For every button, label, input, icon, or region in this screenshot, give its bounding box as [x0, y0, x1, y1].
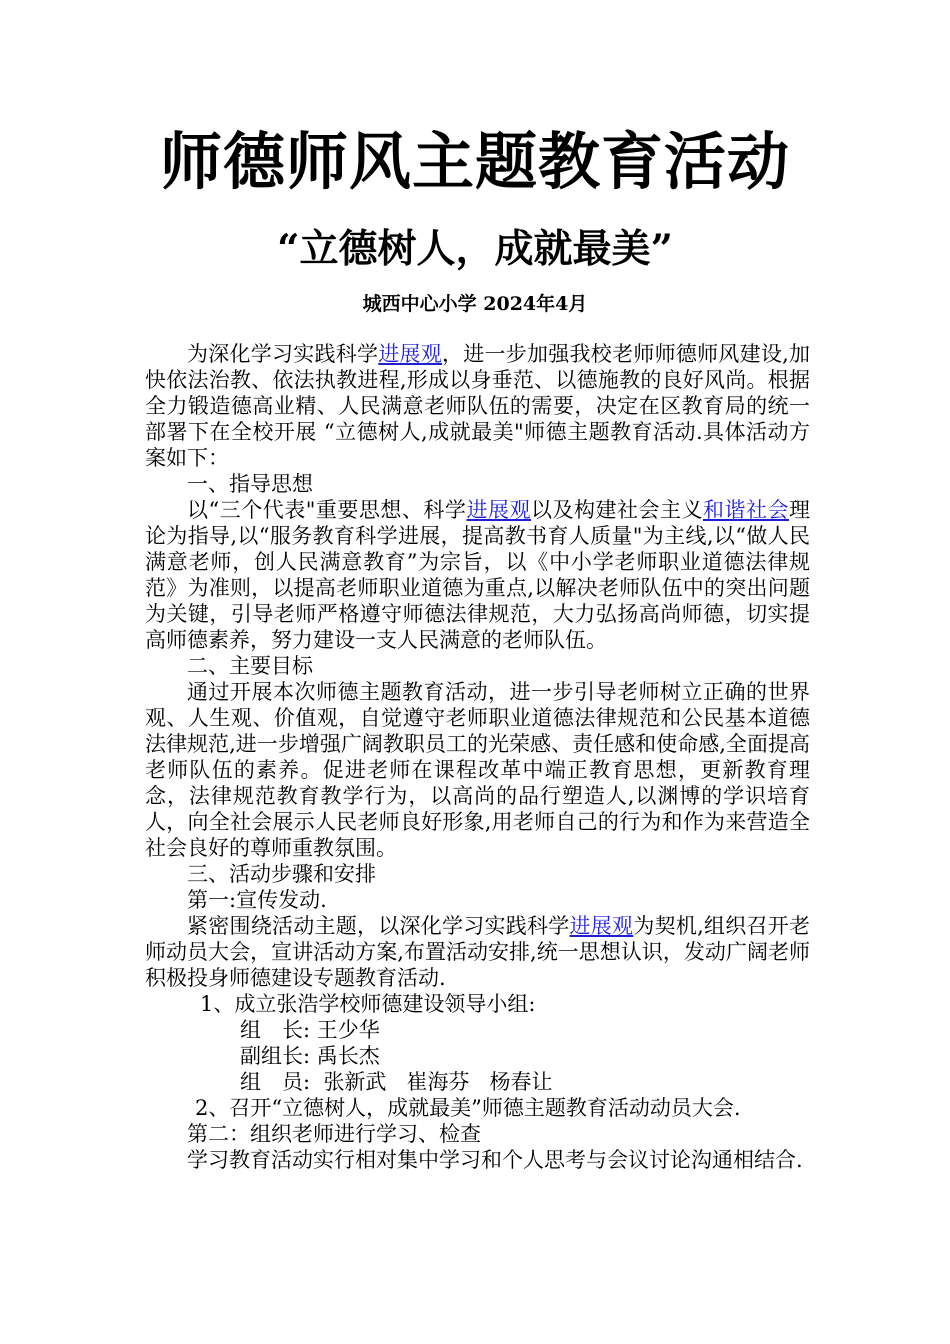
link-jinzhanguan-3[interactable]: 进展观 — [569, 914, 634, 938]
deputy-row — [145, 1043, 810, 1069]
list-item-2: 2、召开“立德树人，成就最美”师德主题教育活动动员大会. — [195, 1096, 741, 1120]
step1-heading: 第一:宣传发动. — [187, 888, 327, 912]
deputy-label: 副组长: — [240, 1044, 311, 1068]
intro-text-2: ，进一步加强我校老师师德师风建设,加快依法治教、依法执教进程,形成以身垂范、以德施教的良好风尚。根据全力锻造德高业精、人民满意老师队伍的需要，决定在区教育局的统一部署下在全校开展 “立德树人,成就最美"师德主题教育活动.具体活动方案如下： — [145, 342, 811, 470]
leader-row — [145, 1017, 810, 1043]
section3-heading: 三、活动步骤和安排 — [187, 862, 376, 886]
page-title: 师德师风主题教育活动 — [159, 125, 790, 198]
step1-text-2: 为契机,组织召开老师动员大会，宣讲活动方案,布置活动安排,统一思想认识，发动广阔老师积极投身师德建设专题教育活动. — [145, 914, 811, 990]
member-3: 杨春让 — [489, 1070, 553, 1094]
leader-label: 组 长: — [240, 1018, 311, 1042]
members-label: 组 员: — [240, 1070, 311, 1094]
deputy-name: 禹长杰 — [316, 1044, 380, 1068]
section2-heading: 二、主要目标 — [187, 654, 313, 678]
document-body — [145, 341, 810, 1173]
step2-paragraph: 学习教育活动实行相对集中学习和个人思考与会议讨论沟通相结合. — [187, 1148, 803, 1172]
leader-name: 王少华 — [316, 1018, 380, 1042]
page-subtitle: “立德树人，成就最美” — [277, 226, 673, 272]
members-row — [145, 1069, 810, 1095]
member-1: 张新武 — [323, 1070, 387, 1094]
section1-heading: 一、指导思想 — [187, 472, 313, 496]
section1-text-3: 理论为指导,以“服务教育科学进展，提高教书育人质量"为主线,以“做人民满意老师，创人民满意教育”为宗旨，以《中小学老师职业道德法律规范》为准则，以提高老师职业道德为重点,以解决老师队伍中的突出问题为关键，引导老师严格遵守师德法律规范，大力弘扬高尚师德，切实提高师德素养，努力建设一支人民满意的老师队伍。 — [145, 498, 811, 652]
section1-text-2: 以及构建社会主义 — [530, 498, 703, 522]
step1-paragraph — [145, 913, 810, 991]
intro-text-1: 为深化学习实践科学 — [187, 342, 379, 366]
section2-paragraph: 通过开展本次师德主题教育活动，进一步引导老师树立正确的世界观、人生观、价值观，自觉遵守老师职业道德法律规范和公民基本道德法律规范,进一步增强广阔教职员工的光荣感、责任感和使命感,全面提高老师队伍的素养。促进老师在课程改革中端正教育思想，更新教育理念，法律规范教育教学行为，以高尚的品行塑造人,以渊博的学识培育人，向全社会展示人民老师良好形象,用老师自己的行为和作为来营造全社会良好的尊师重教氛围。 — [145, 680, 810, 860]
byline: 城西中心小学 2024年4月 — [362, 293, 588, 315]
section1-text-1: 以“三个代表"重要思想、科学 — [187, 498, 467, 522]
link-hexie-shehui[interactable]: 和谐社会 — [703, 498, 790, 522]
link-jinzhanguan-2[interactable]: 进展观 — [466, 498, 531, 522]
member-2: 崔海芬 — [406, 1070, 470, 1094]
step1-text-1: 紧密围绕活动主题，以深化学习实践科学 — [187, 914, 570, 938]
step2-heading: 第二：组织老师进行学习、检查 — [187, 1122, 481, 1146]
list-item-1: 1、成立张浩学校师德建设领导小组: — [200, 992, 536, 1016]
intro-paragraph — [145, 341, 810, 471]
link-jinzhanguan-1[interactable]: 进展观 — [378, 342, 443, 366]
section1-paragraph — [145, 497, 810, 653]
